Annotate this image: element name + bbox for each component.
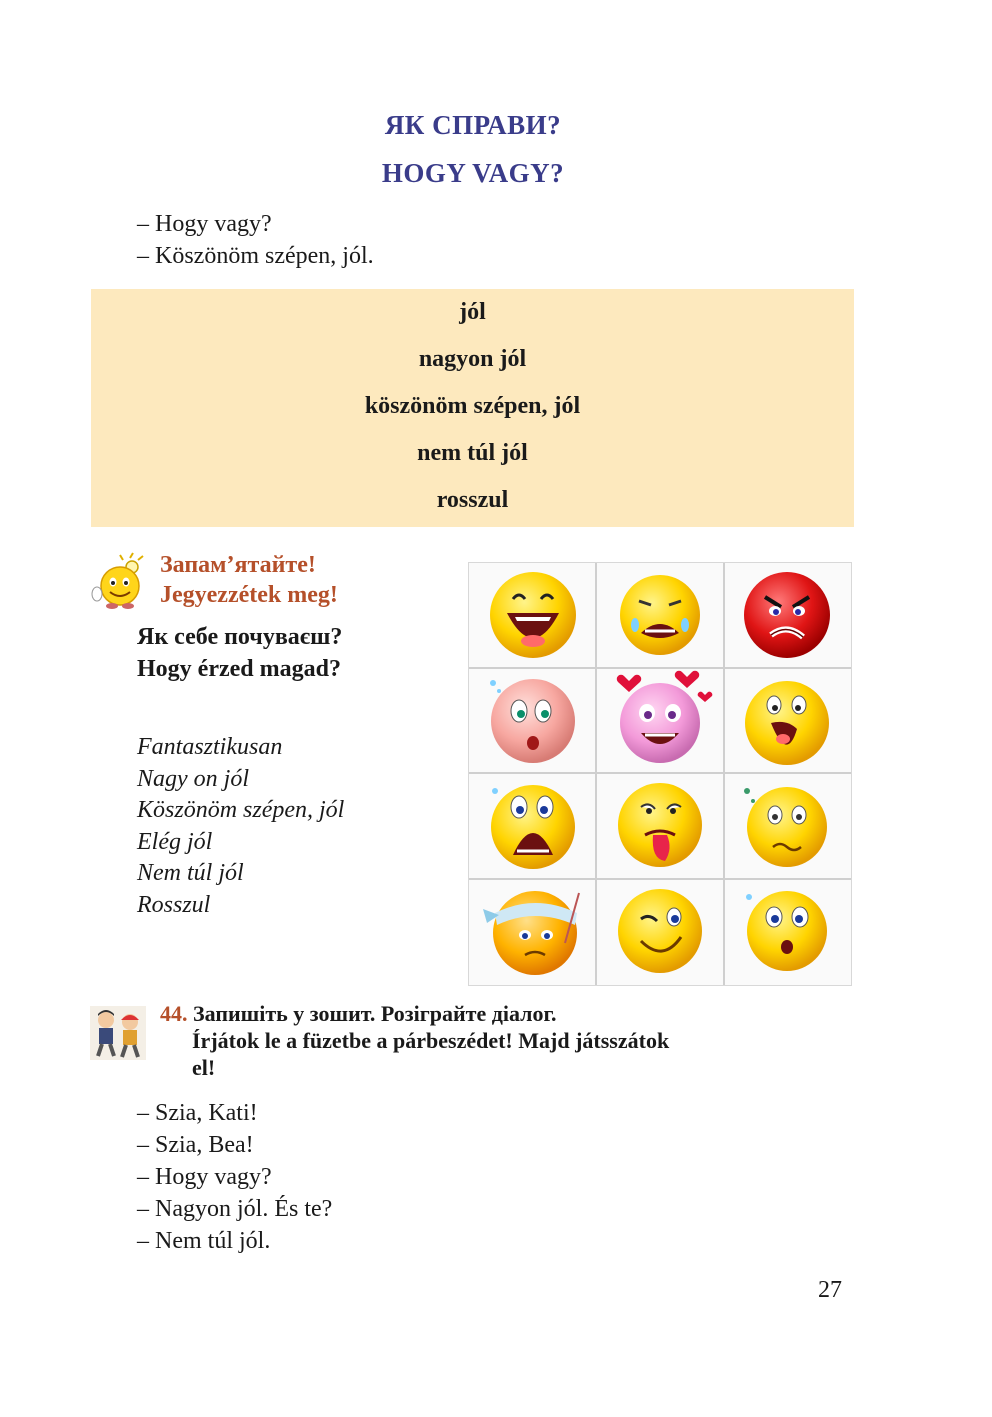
question-block — [137, 621, 342, 685]
dialog-line: – Köszönöm szépen, jól. — [137, 243, 374, 269]
crying-face-icon — [620, 575, 700, 655]
title-ukrainian: ЯК СПРАВИ? — [384, 110, 562, 140]
intro-dialog — [137, 208, 374, 272]
question-ukrainian: Як себе почуваєш? — [137, 624, 343, 650]
surprised-face-icon — [746, 891, 827, 971]
dialog-line: – Szia, Bea! — [137, 1132, 254, 1158]
dialog-line: – Nagyon jól. És te? — [137, 1196, 333, 1222]
dialog-line: – Nem túl jól. — [137, 1228, 271, 1254]
vocab-item: nem túl jól — [417, 440, 528, 466]
vocab-item: jól — [459, 299, 486, 325]
dialog-line: – Hogy vagy? — [137, 211, 272, 237]
laughing-face-icon — [490, 572, 576, 658]
answer-item: Köszönöm szépen, jól — [137, 797, 345, 823]
winking-face-icon — [618, 889, 702, 973]
task-text-hungarian-cont: el! — [192, 1055, 216, 1080]
answer-item: Fantasztikusan — [137, 734, 283, 760]
screaming-face-icon — [491, 785, 575, 869]
vocabulary-box — [91, 289, 854, 527]
task-number: 44. — [160, 1001, 188, 1026]
task-text-ukrainian: Запишіть у зошит. Розіграйте діалог. — [193, 1001, 557, 1026]
dialog-line: – Szia, Kati! — [137, 1100, 258, 1126]
note-heading — [160, 550, 338, 610]
title-hungarian: HOGY VAGY? — [381, 158, 565, 188]
emotion-grid-svg — [469, 563, 851, 985]
answer-list — [137, 732, 344, 921]
lightbulb-smiley-icon — [90, 552, 152, 610]
two-kids-icon — [90, 1006, 146, 1060]
answer-item: Nem túl jól — [137, 860, 244, 886]
angry-red-face-icon — [744, 572, 830, 658]
tongue-out-face-icon — [618, 783, 702, 867]
pink-in-love-face-icon — [617, 671, 713, 763]
shocked-yelling-face-icon — [745, 681, 829, 765]
answer-item: Nagy on jól — [137, 765, 249, 792]
confused-face-icon — [744, 787, 827, 867]
vocab-item: nagyon jól — [418, 346, 527, 372]
vocab-item: rosszul — [436, 487, 509, 513]
answer-item: Elég jól — [137, 828, 213, 855]
page-number: 27 — [818, 1277, 842, 1303]
dialog-line: – Hogy vagy? — [137, 1164, 272, 1190]
emotion-grid — [468, 562, 852, 986]
note-heading-hungarian: Jegyezzétek meg! — [160, 582, 338, 608]
pink-worried-face-icon — [490, 679, 575, 763]
note-heading-ukrainian: Запам’ятайте! — [160, 552, 316, 578]
task-text-hungarian: Írjátok le a füzetbe a párbeszédet! Majd játsszátok — [192, 1028, 670, 1053]
bandaged-sick-face-icon — [483, 891, 579, 975]
answer-item: Rosszul — [137, 891, 211, 918]
task-44 — [160, 1000, 860, 1081]
task-dialog — [137, 1097, 332, 1257]
vocab-item: köszönöm szépen, jól — [364, 393, 581, 419]
question-hungarian: Hogy érzed magad? — [137, 656, 341, 682]
